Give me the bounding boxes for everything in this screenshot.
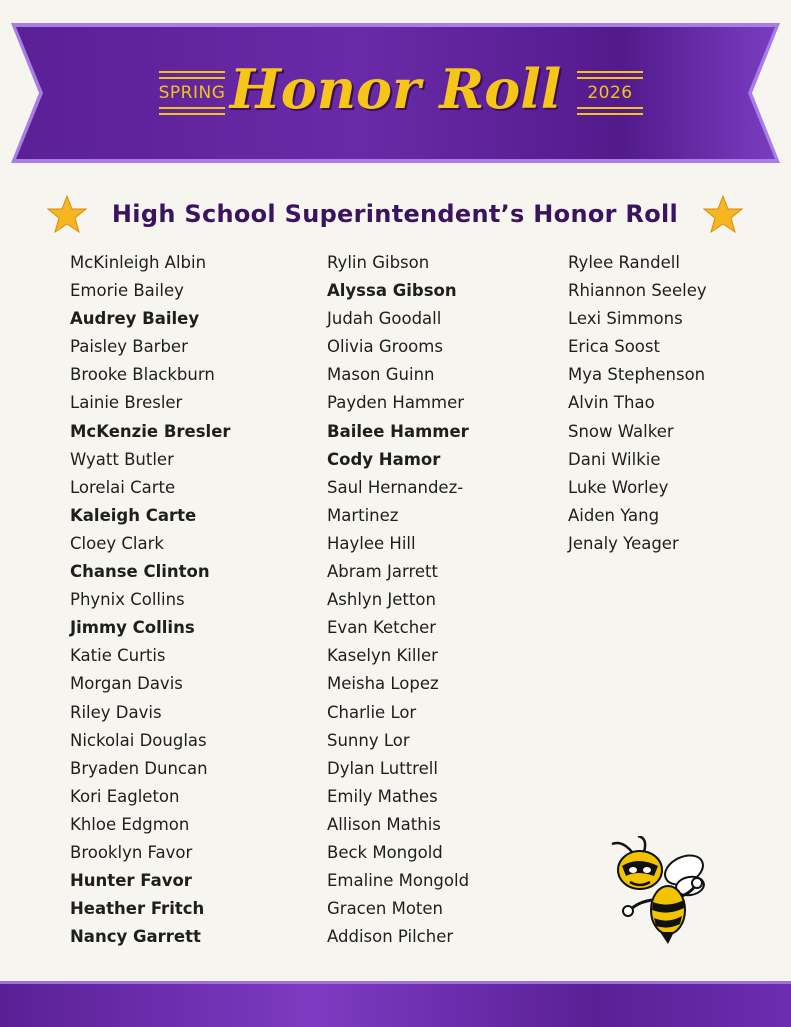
student-name: Nickolai Douglas	[70, 730, 207, 750]
name-column-2	[327, 249, 469, 951]
name-column-3	[568, 249, 707, 558]
student-name: Wyatt Butler	[70, 449, 174, 469]
star-icon	[703, 194, 743, 234]
student-name: Bryaden Duncan	[70, 758, 208, 778]
student-name: Rhiannon Seeley	[568, 281, 707, 301]
student-name: Chanse Clinton	[70, 562, 210, 582]
student-name: Cody Hamor	[327, 449, 441, 469]
student-name: Kori Eagleton	[70, 786, 180, 806]
student-name: Addison Pilcher	[327, 927, 454, 947]
student-name: Dani Wilkie	[568, 449, 661, 469]
student-name: Erica Soost	[568, 337, 660, 357]
student-name: Judah Goodall	[327, 309, 442, 329]
student-name: McKinleigh Albin	[70, 253, 207, 272]
student-name: Bailee Hammer	[327, 421, 469, 441]
student-name: Lorelai Carte	[70, 477, 176, 497]
student-name: Lexi Simmons	[568, 309, 683, 329]
student-name: Lainie Bresler	[70, 393, 183, 413]
student-name: Riley Davis	[70, 702, 162, 722]
student-name: Jimmy Collins	[70, 618, 195, 638]
header-banner	[11, 23, 780, 163]
student-name: Audrey Bailey	[70, 309, 200, 329]
student-name: Jenaly Yeager	[568, 533, 679, 553]
student-name: Paisley Barber	[70, 337, 188, 357]
student-name: Alyssa Gibson	[327, 281, 457, 301]
student-name: Meisha Lopez	[327, 674, 439, 694]
student-name: Dylan Luttrell	[327, 758, 438, 778]
student-name: Kaselyn Killer	[327, 646, 438, 666]
footer-bar	[0, 981, 791, 1027]
student-name: Saul Hernandez-	[327, 477, 464, 497]
student-name: Martinez	[327, 505, 399, 525]
page-title: Honor Roll	[229, 57, 562, 121]
student-name: Olivia Grooms	[327, 337, 443, 357]
student-name: Abram Jarrett	[327, 562, 438, 582]
yellow-jacket-mascot	[608, 836, 708, 946]
student-name: Katie Curtis	[70, 646, 166, 666]
section-heading: High School Superintendent’s Honor Roll	[111, 200, 679, 228]
star-icon	[47, 194, 87, 234]
student-name: Payden Hammer	[327, 393, 465, 413]
student-name: Brooklyn Favor	[70, 842, 193, 862]
student-name: Nancy Garrett	[70, 927, 201, 947]
student-name: Rylee Randell	[568, 253, 680, 272]
student-name: Rylin Gibson	[327, 253, 430, 272]
student-name: Ashlyn Jetton	[327, 590, 436, 610]
student-name: Cloey Clark	[70, 533, 164, 553]
student-name: Khloe Edgmon	[70, 814, 190, 834]
student-name: Emily Mathes	[327, 786, 438, 806]
student-name: McKenzie Bresler	[70, 421, 231, 441]
student-name: Emorie Bailey	[70, 281, 184, 301]
student-name: Hunter Favor	[70, 871, 192, 891]
season-text: SPRING	[158, 83, 226, 103]
student-name: Morgan Davis	[70, 674, 183, 694]
student-name: Emaline Mongold	[327, 871, 470, 891]
student-name: Beck Mongold	[327, 842, 443, 862]
subtitle-row	[47, 190, 743, 238]
student-name: Sunny Lor	[327, 730, 410, 750]
student-name: Evan Ketcher	[327, 618, 437, 638]
student-name: Mya Stephenson	[568, 365, 706, 385]
student-name: Allison Mathis	[327, 814, 441, 834]
student-name: Kaleigh Carte	[70, 505, 197, 525]
student-name: Heather Fritch	[70, 899, 205, 919]
year-label	[577, 23, 643, 163]
name-column-1	[70, 249, 231, 951]
student-name: Mason Guinn	[327, 365, 435, 385]
student-name: Charlie Lor	[327, 702, 417, 722]
student-name: Aiden Yang	[568, 505, 660, 525]
student-name: Gracen Moten	[327, 899, 444, 919]
student-name: Haylee Hill	[327, 533, 416, 553]
student-name: Luke Worley	[568, 477, 669, 497]
student-name: Brooke Blackburn	[70, 365, 215, 385]
student-name: Phynix Collins	[70, 590, 185, 610]
year-text: 2026	[587, 83, 633, 103]
student-name: Snow Walker	[568, 421, 674, 441]
student-name: Alvin Thao	[568, 393, 655, 413]
